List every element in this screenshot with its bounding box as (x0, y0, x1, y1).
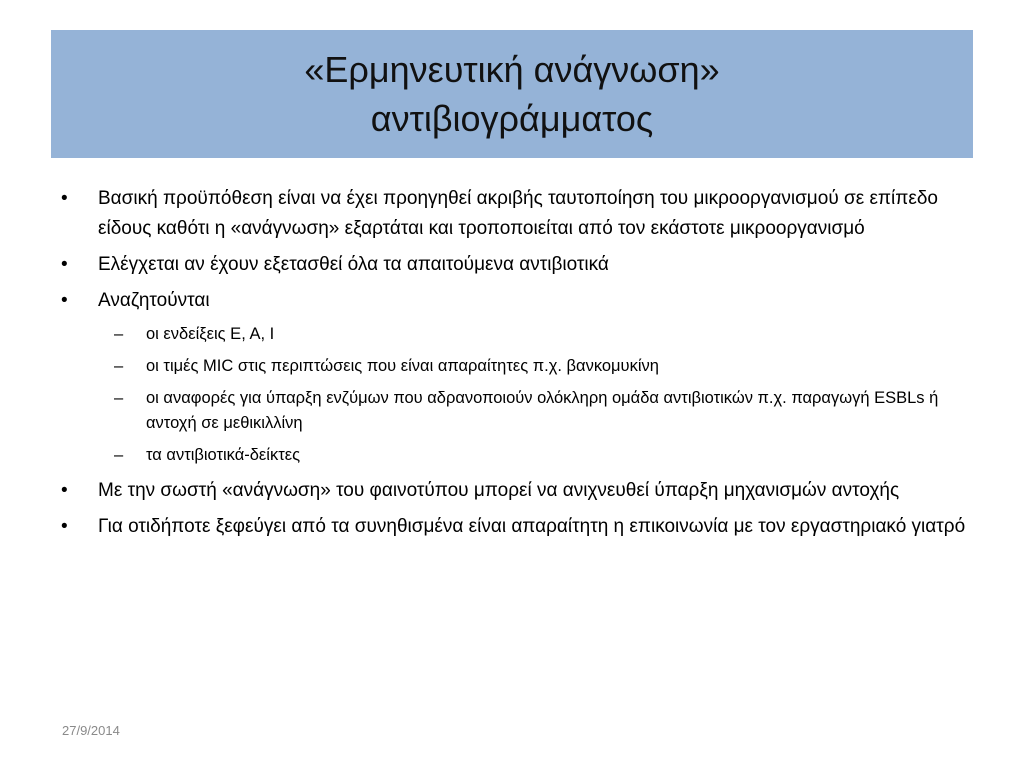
title-banner (51, 30, 973, 158)
bullet-item (61, 184, 991, 244)
sub-bullet-list (61, 322, 991, 468)
dash-icon: – (114, 389, 124, 407)
bullet-icon: • (61, 254, 68, 275)
sub-bullet-item (114, 386, 991, 436)
bullet-text: Βασική προϋπόθεση είναι να έχει προηγηθεί ακριβής ταυτοποίηση του μικροοργανισμού σε επίπεδο είδους καθότι η «ανάγνωση» εξαρτάται και τροποποιείται από τον εκάστοτε μικροοργανισμό (98, 188, 938, 239)
sub-bullet-text: οι αναφορές για ύπαρξη ενζύμων που αδρανοποιούν ολόκληρη ομάδα αντιβιοτικών π.χ. παραγωγή ESBLs ή αντοχή σε μεθικιλλίνη (146, 389, 939, 432)
bullet-text: Αναζητούνται (98, 290, 210, 311)
bullet-icon: • (61, 480, 68, 501)
bullet-icon: • (61, 516, 68, 537)
bullet-text: Ελέγχεται αν έχουν εξετασθεί όλα τα απαιτούμενα αντιβιοτικά (98, 254, 609, 275)
slide-title (304, 45, 719, 143)
dash-icon: – (114, 357, 124, 375)
slide-date: 27/9/2014 (62, 723, 120, 738)
bullet-list (61, 184, 991, 548)
sub-bullet-text: οι ενδείξεις Ε, Α, Ι (146, 325, 275, 343)
bullet-item (61, 476, 991, 506)
bullet-item (61, 250, 991, 280)
bullet-text: Για οτιδήποτε ξεφεύγει από τα συνηθισμένα είναι απαραίτητη η επικοινωνία με τον εργαστηριακό γιατρό (98, 516, 966, 537)
slide-title-line-2: αντιβιογράμματος (370, 98, 654, 139)
bullet-icon: • (61, 188, 68, 209)
bullet-text: Με την σωστή «ανάγνωση» του φαινοτύπου μπορεί να ανιχνευθεί ύπαρξη μηχανισμών αντοχής (98, 480, 900, 501)
bullet-item (61, 512, 991, 542)
sub-bullet-item (114, 443, 991, 468)
sub-bullet-item (114, 322, 991, 347)
slide-title-line-1: «Ερμηνευτική ανάγνωση» (304, 49, 720, 90)
bullet-item (61, 286, 991, 316)
dash-icon: – (114, 325, 124, 343)
sub-bullet-text: οι τιμές MIC στις περιπτώσεις που είναι απαραίτητες π.χ. βανκομυκίνη (146, 357, 659, 375)
sub-bullet-text: τα αντιβιοτικά-δείκτες (146, 446, 301, 464)
dash-icon: – (114, 446, 124, 464)
sub-bullet-item (114, 354, 991, 379)
bullet-icon: • (61, 290, 68, 311)
